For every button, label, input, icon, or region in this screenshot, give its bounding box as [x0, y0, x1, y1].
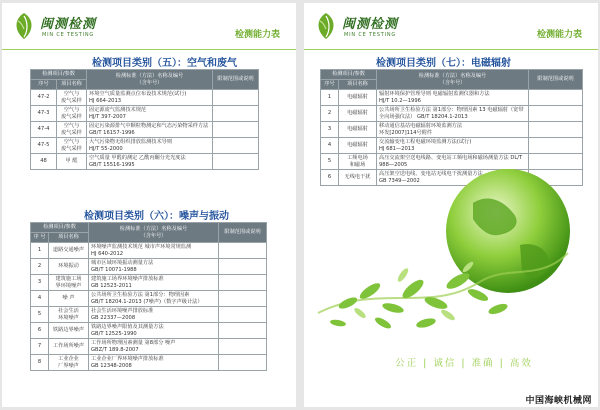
row-limit	[219, 243, 267, 259]
row-name: 空气与 废气采样	[57, 122, 87, 138]
row-name: 电磁辐射	[339, 138, 377, 154]
head-item-group: 检测项目/参数	[321, 70, 377, 80]
table-row	[31, 90, 259, 106]
row-name: 工作场所噪声	[49, 339, 89, 355]
row-name: 建筑施工场 界环境噪声	[49, 275, 89, 291]
row-standard: 铁路边界噪声限值及其测量方法 GB/T 12525-1990	[89, 323, 219, 339]
row-seq: 2	[321, 106, 339, 122]
row-limit	[219, 291, 267, 307]
site-watermark: 中国海峡机械网	[525, 396, 592, 406]
row-name: 社会生活 环境噪声	[49, 307, 89, 323]
brand-name: 闽测检测	[40, 17, 97, 32]
row-limit	[219, 339, 267, 355]
row-name: 空气与 废气采样	[57, 138, 87, 154]
row-name: 甲 醛	[57, 154, 87, 170]
left-header	[2, 3, 296, 50]
row-limit	[219, 323, 267, 339]
row-standard: 固定污染源排气中颗粒物测定和气态污染物采样方法 GB/T 16157-1996	[87, 122, 213, 138]
row-standard: 社会生活环境噪声排放标准 GB 22337—2008	[89, 307, 219, 323]
row-seq: 8	[31, 355, 49, 371]
right-page	[304, 3, 598, 407]
row-name: 空气与 废气采样	[57, 106, 87, 122]
row-limit	[529, 90, 583, 106]
row-standard: 公共场所卫生检验方法 第1部分：物理因素 13 电磁辐射（宽带全向场强仪法） GB/T 18204.1-2013	[377, 106, 529, 122]
row-name: 道路交通噪声	[49, 243, 89, 259]
row-limit	[529, 138, 583, 154]
table-row	[31, 259, 267, 275]
brand-name: 闽测检测	[342, 17, 399, 32]
table-row	[31, 122, 259, 138]
row-seq: 5	[31, 307, 49, 323]
right-header	[304, 3, 598, 50]
row-limit	[213, 154, 259, 170]
table-row	[31, 243, 267, 259]
row-limit	[219, 307, 267, 323]
row-seq: 4	[321, 138, 339, 154]
table-row	[321, 106, 583, 122]
table-row	[31, 138, 259, 154]
section-5-rows	[31, 90, 259, 170]
table-row	[31, 154, 259, 170]
brand-name-en: MIN CE TESTING	[344, 32, 397, 38]
row-standard: 移动通信基站电磁辐射环境监测方法 环发[2007]114号附件	[377, 122, 529, 138]
row-seq: 3	[321, 122, 339, 138]
row-limit	[213, 90, 259, 106]
row-limit	[529, 106, 583, 122]
row-standard: 辐射环境保护管理导则 电磁辐射监测仪器和方法 HJ/T 10.2—1996	[377, 90, 529, 106]
row-seq: 47-3	[31, 106, 57, 122]
head-limit: 限制范围或说明	[219, 223, 267, 243]
head-standard: 检测标准（方法）名称及编号 （含年号）	[89, 223, 219, 243]
table-row	[31, 291, 267, 307]
section-6-title: 检测项目类别（六）：噪声与振动	[84, 211, 229, 222]
brand-name-en: MIN CE TESTING	[42, 32, 95, 38]
table-row	[321, 122, 583, 138]
row-limit	[219, 275, 267, 291]
row-name: 电磁辐射	[339, 106, 377, 122]
globe-leaf-illustration	[308, 163, 594, 363]
row-standard: 高压交流架空送电线路、变电站工频电场和磁场测量方法 DL/T 988—2005	[377, 154, 529, 170]
row-limit	[219, 259, 267, 275]
row-standard: 高压架空送电线、变电站无线电干扰测量方法 GB 7349—2002	[377, 170, 529, 186]
row-name: 铁路边界噪声	[49, 323, 89, 339]
left-page	[2, 3, 296, 407]
row-seq: 5	[321, 154, 339, 170]
table-row	[31, 275, 267, 291]
header-right-label: 检测能力表	[536, 30, 582, 40]
row-standard: 交流输变电工程电磁环境监测方法(试行) HJ 681—2013	[377, 138, 529, 154]
row-standard: 环境空气质量监测点位布设技术规范(试行) HJ 664-2013	[87, 90, 213, 106]
row-limit	[529, 122, 583, 138]
row-seq: 47-5	[31, 138, 57, 154]
row-seq: 3	[31, 275, 49, 291]
row-standard: 工业企业厂界环境噪声排放标准 GB 12348-2008	[89, 355, 219, 371]
head-item-group: 检测项目/参数	[31, 223, 89, 233]
head-limit: 限制范围或说明	[213, 70, 259, 90]
row-standard: 大气污染物无组织排放监测技术导则 HJ/T 55-2000	[87, 138, 213, 154]
row-limit	[213, 122, 259, 138]
row-name: 电磁辐射	[339, 122, 377, 138]
section-6-rows	[31, 243, 267, 371]
row-name: 工业企业 厂界噪声	[49, 355, 89, 371]
head-seq: 序 号	[31, 233, 49, 243]
head-item-group: 检测项目/参数	[31, 70, 87, 80]
head-standard: 检测标准（方法）名称及编号 （含年号）	[87, 70, 213, 90]
row-seq: 47-4	[31, 122, 57, 138]
row-name: 电磁辐射	[339, 90, 377, 106]
table-row	[321, 138, 583, 154]
row-standard: 工作场所物理因素测量 第8部分 噪声 GBZ/T 189.8-2007	[89, 339, 219, 355]
table-row	[321, 90, 583, 106]
row-seq: 2	[31, 259, 49, 275]
row-seq: 6	[31, 323, 49, 339]
head-standard: 检测标准（方法）名称及编号 （含年号）	[377, 70, 529, 90]
row-name: 无线电干扰	[339, 170, 377, 186]
row-name: 空气与 废气采样	[57, 90, 87, 106]
head-seq: 序号	[321, 80, 339, 90]
head-name: 项目名称	[57, 80, 87, 90]
row-seq: 6	[321, 170, 339, 186]
leaf-logo-icon	[12, 11, 36, 41]
table-row	[31, 339, 267, 355]
row-standard: 固定源废气监测技术规范 HJ/T 397-2007	[87, 106, 213, 122]
row-standard: 空气质量 甲醛的测定 乙酰丙酮分光光度法 GB/T 15516-1995	[87, 154, 213, 170]
section-5-table	[30, 69, 259, 170]
header-right-label: 检测能力表	[234, 30, 280, 40]
row-seq: 7	[31, 339, 49, 355]
row-limit	[213, 138, 259, 154]
section-7-title: 检测项目类别（七）：电磁辐射	[376, 58, 511, 69]
slogan: 公正 | 诚信 | 准确 | 高效	[395, 358, 533, 369]
head-limit: 限制范围或说明	[529, 70, 583, 90]
head-name: 项目名称	[49, 233, 89, 243]
section-5-title: 检测项目类别（五）：空气和废气	[92, 58, 237, 69]
table-row	[31, 323, 267, 339]
row-standard: 建筑施工场界环境噪声排放标准 GB 12523-2011	[89, 275, 219, 291]
row-seq: 47-2	[31, 90, 57, 106]
table-row	[31, 307, 267, 323]
row-name: 环境振动	[49, 259, 89, 275]
row-standard: 公共场所卫生检验方法 第1部分：物理因素 GB/T 18204.1-2013 (7噪声)（数字声级计法）	[89, 291, 219, 307]
row-standard: 城市区域环境振动测量方法 GB/T 10071-1988	[89, 259, 219, 275]
row-seq: 1	[31, 243, 49, 259]
table-row	[31, 355, 267, 371]
head-name: 项目名称	[339, 80, 377, 90]
section-6-table	[30, 222, 267, 371]
row-limit	[219, 355, 267, 371]
row-standard: 环境噪声监测技术规范 城市声环境常规监测 HJ 640-2012	[89, 243, 219, 259]
row-seq: 1	[321, 90, 339, 106]
table-row	[31, 106, 259, 122]
row-seq: 48	[31, 154, 57, 170]
leaf-logo-icon	[314, 11, 338, 41]
head-seq: 序号	[31, 80, 57, 90]
row-seq: 4	[31, 291, 49, 307]
row-name: 噪 声	[49, 291, 89, 307]
row-limit	[213, 106, 259, 122]
row-name: 工频电场 和磁场	[339, 154, 377, 170]
